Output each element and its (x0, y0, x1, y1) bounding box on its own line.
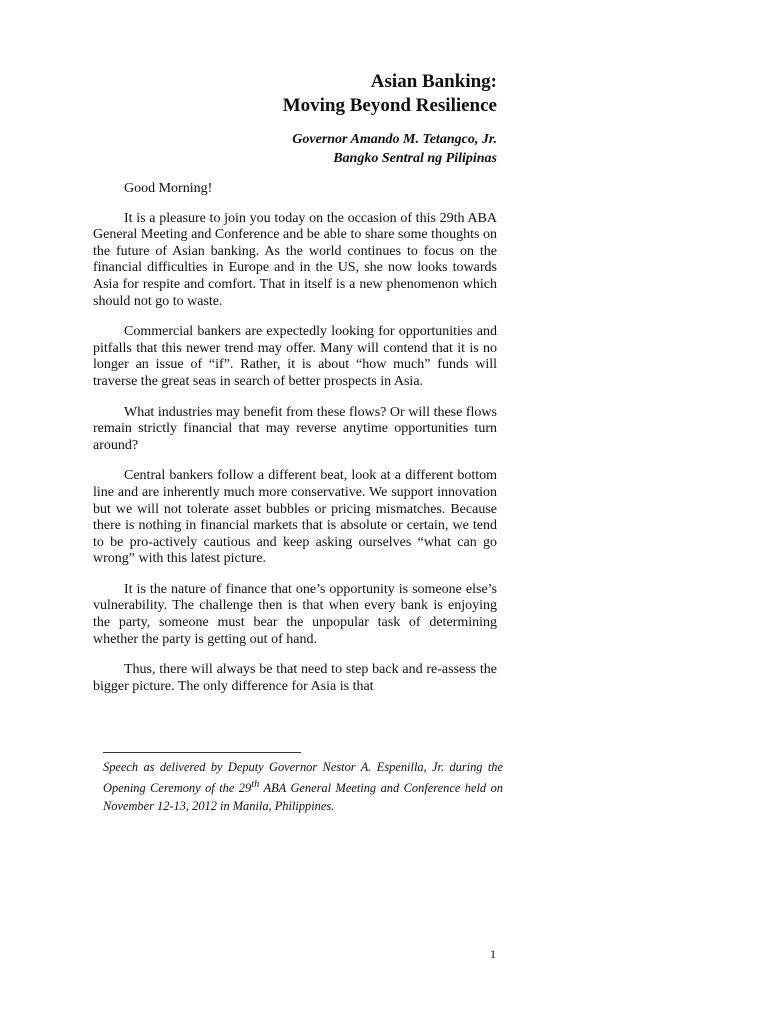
footnote (103, 758, 503, 815)
author-block (292, 130, 497, 168)
page-number: 1 (490, 947, 496, 961)
paragraph-6: Thus, there will always be that need to step back and re-assess the bigger picture. The only difference for Asia is that (93, 662, 497, 694)
title-line-1: Asian Banking: (370, 71, 497, 92)
paragraph-3: What industries may benefit from these flows? Or will these flows remain strictly financial that may reverse anytime opportunities turn around? (93, 404, 497, 453)
footnote-text-start: Speech as delivered by Deputy Governor Nestor A. Espenilla, Jr. during the Opening Ceremony of the 29 (103, 760, 503, 796)
body-text (93, 181, 497, 709)
footnote-text-end: ABA General Meeting and Conference held on November 12-13, 2012 in Manila, Philippines. (103, 781, 503, 814)
paragraph-1: It is a pleasure to join you today on the occasion of this 29th ABA General Meeting and Conference and be able to share some thoughts on the future of Asian banking. As the world continues to focus on the financial difficulties in Europe and in the US, she now looks towards Asia for respite and comfort. That in itself is a new phenomenon which should not go to waste. (93, 210, 497, 309)
title-block (283, 70, 497, 118)
greeting: Good Morning! (124, 181, 213, 196)
paragraph-2: Commercial bankers are expectedly looking for opportunities and pitfalls that this newer trend may offer. Many will contend that it is no longer an issue of “if”. Rather, it is about “how much” funds will traverse the great seas in search of better prospects in Asia. (93, 324, 497, 389)
paragraph-5: It is the nature of finance that one’s opportunity is someone else’s vulnerability. The challenge then is that when every bank is enjoying the party, someone must bear the unpopular task of determining whether the party is getting out of hand. (93, 581, 497, 647)
author-name: Governor Amando M. Tetangco, Jr. (292, 132, 497, 147)
footnote-divider (103, 752, 301, 753)
author-institution: Bangko Sentral ng Pilipinas (333, 151, 497, 166)
paragraph-4: Central bankers follow a different beat, look at a different bottom line and are inherently much more conservative. We support innovation but we will not tolerate asset bubbles or pricing mismatches. Because there is nothing in financial markets that is absolute or certain, we tend to be pro-actively cautious and keep asking ourselves “what can go wrong” with this latest picture. (93, 468, 497, 567)
footnote-superscript: th (251, 779, 260, 790)
title-line-2: Moving Beyond Resilience (282, 95, 497, 116)
